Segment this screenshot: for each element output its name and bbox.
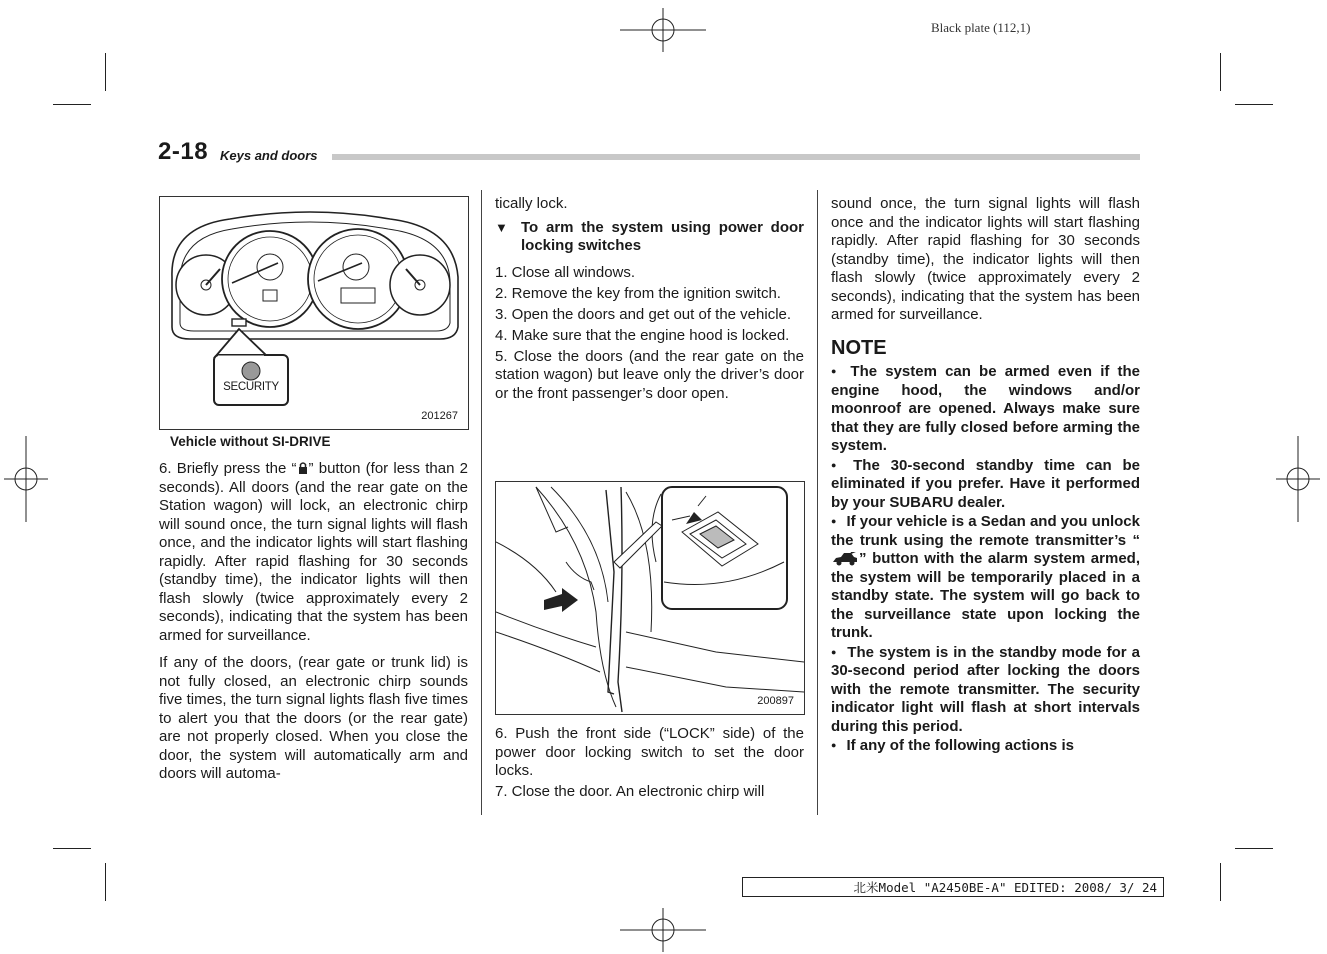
step-6-text-start: 6. Briefly press the “	[159, 460, 297, 477]
registration-mark-left	[4, 436, 48, 522]
column-divider	[817, 190, 818, 815]
crop-mark	[1220, 53, 1221, 91]
note-item: ● If any of the following actions is	[831, 737, 1074, 754]
right-column	[831, 195, 1140, 756]
lock-button-icon	[297, 460, 309, 476]
step-item: 2. Remove the key from the ignition switch.	[495, 284, 781, 302]
step-item: 7. Close the door. An electronic chirp will	[495, 783, 765, 800]
registration-mark-top	[620, 8, 706, 52]
crop-mark	[1235, 848, 1273, 849]
door-lock-switch-figure	[495, 481, 805, 715]
bullet-icon: ●	[831, 459, 844, 470]
note-item: ● The 30-second standby time can be eliminated if you prefer. Have it performed by your SUBARU dealer.	[831, 456, 1141, 511]
step-item: 4. Make sure that the engine hood is locked.	[495, 326, 790, 344]
instrument-cluster-figure	[159, 196, 469, 430]
trunk-open-icon	[831, 552, 859, 566]
triangle-marker-icon: ▼	[495, 219, 508, 235]
page-number: 2-18	[158, 138, 209, 165]
subheading-text: To arm the system using power door locking switches	[521, 218, 804, 254]
header-rule	[332, 154, 1140, 160]
step-6-text-end: ” button (for less than 2 seconds). All doors (and the rear gate on the Station wagon) will lock, an electronic chirp will sound once, the turn signal lights will flash once, and the indicator lights will start flashing rapidly. After rapid flashing for 30 seconds (standby time), the indicator lights will then flash slowly (twice approximately every 2 seconds), indicating that the system has been armed for surveillance.	[159, 460, 468, 644]
subheading	[495, 219, 804, 256]
section-title: Keys and doors	[220, 148, 318, 163]
middle-column	[495, 195, 804, 406]
column-divider	[481, 190, 482, 815]
note-item: ● The system is in the standby mode for a 30-second period after locking the doors with the remote transmitter. The security indicator light will flash at short intervals during this period.	[831, 643, 1141, 735]
left-column	[159, 460, 468, 786]
note-list	[831, 362, 1140, 756]
bullet-icon: ●	[831, 516, 837, 526]
middle-column-lower	[495, 725, 804, 804]
note-heading: NOTE	[831, 336, 887, 359]
crop-mark	[53, 848, 91, 849]
crop-mark	[1235, 104, 1273, 105]
security-indicator-label: SECURITY	[223, 381, 279, 393]
figure-caption: Vehicle without SI-DRIVE	[170, 434, 331, 449]
continuation-text: tically lock.	[495, 195, 568, 212]
instrument-cluster-illustration	[160, 197, 468, 429]
door-lock-switch-illustration	[496, 482, 804, 714]
model-info-footer: 北米Model "A2450BE-A" EDITED: 2008/ 3/ 24	[742, 877, 1164, 897]
bullet-icon: ●	[831, 366, 841, 376]
note-item: ● If your vehicle is a Sedan and you unlock the trunk using the remote transmitter’s “” button with the alarm system armed, the system will be temporarily placed in a standby state. The system will go back to the surveillance state upon locking the trunk.	[831, 513, 1140, 641]
crop-mark	[105, 53, 106, 91]
step-item: 1. Close all windows.	[495, 263, 636, 281]
crop-mark	[105, 863, 106, 901]
step-item: 3. Open the doors and get out of the vehicle.	[495, 305, 792, 323]
figure-code: 200897	[757, 695, 794, 707]
bullet-icon: ●	[831, 740, 837, 750]
registration-mark-right	[1276, 436, 1320, 522]
paragraph: If any of the doors, (rear gate or trunk lid) is not fully closed, an electronic chirp sounds five times, the turn signal lights flash five times to alert you that the doors (or the rear gate) are not properly closed. When you close the door, the system will automatically arm and doors will automa-	[159, 654, 468, 782]
figure-code: 201267	[421, 410, 458, 422]
continuation-text: sound once, the turn signal lights will flash once and the indicator lights will start flashing rapidly. After rapid flashing for 30 seconds (standby time), the indicator lights will then flash slowly (twice approximately every 2 seconds), indicating that the system has been armed for surveillance.	[831, 195, 1140, 323]
crop-mark	[53, 104, 91, 105]
step-item: 6. Push the front side (“LOCK” side) of the power door locking switch to set the door locks.	[495, 725, 804, 779]
crop-mark	[1220, 863, 1221, 901]
bullet-icon: ●	[831, 646, 838, 657]
plate-label: Black plate (112,1)	[931, 20, 1031, 35]
registration-mark-bottom	[620, 908, 706, 952]
step-6-paragraph	[159, 460, 468, 645]
note-item: ● The system can be armed even if the engine hood, the windows and/or moonroof are opened. Always make sure that they are fully closed before arming the system.	[831, 363, 1140, 454]
step-item: 5. Close the doors (and the rear gate on the station wagon) but leave only the driver’s door or the front passenger’s door open.	[495, 347, 804, 402]
